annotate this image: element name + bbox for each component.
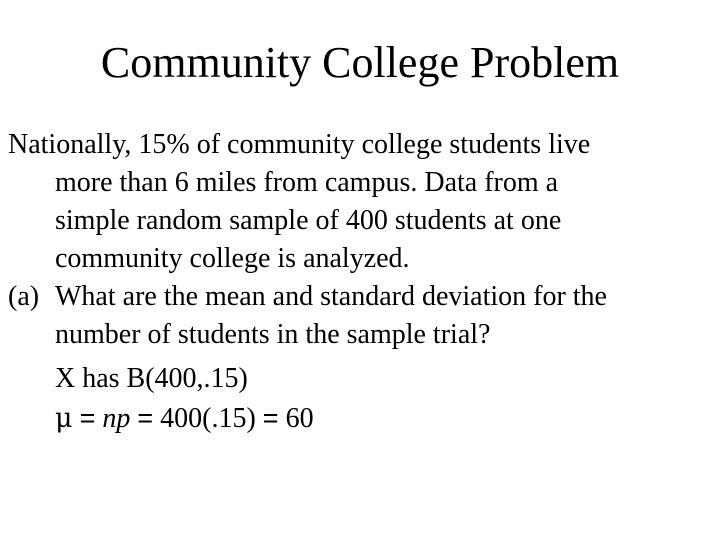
intro-line-1: Nationally, 15% of community college students live: [8, 129, 591, 160]
equals-sign-2: =: [137, 403, 154, 433]
slide-title: Community College Problem: [100, 38, 620, 87]
equals-sign-3: =: [262, 403, 279, 433]
part-a-question-1: What are the mean and standard deviation for the: [55, 281, 607, 312]
part-a-line-1: [8, 278, 713, 316]
part-a-label: (a): [8, 281, 40, 312]
mean-formula: [8, 398, 713, 438]
mean-result: 60: [285, 403, 314, 434]
intro-line-4: community college is analyzed.: [55, 243, 410, 274]
part-a-question-2: number of students in the sample trial?: [55, 319, 491, 350]
mean-computation: 400(.15): [160, 403, 256, 434]
mu-symbol: μ: [55, 403, 73, 434]
intro-line-3: simple random sample of 400 students at one: [55, 205, 562, 236]
slide-body: [8, 126, 713, 438]
distribution-line: X has B(400,.15): [55, 363, 248, 394]
np-term: np: [102, 403, 131, 434]
equals-sign-1: =: [79, 403, 96, 433]
intro-line-2: more than 6 miles from campus. Data from a: [55, 167, 559, 198]
